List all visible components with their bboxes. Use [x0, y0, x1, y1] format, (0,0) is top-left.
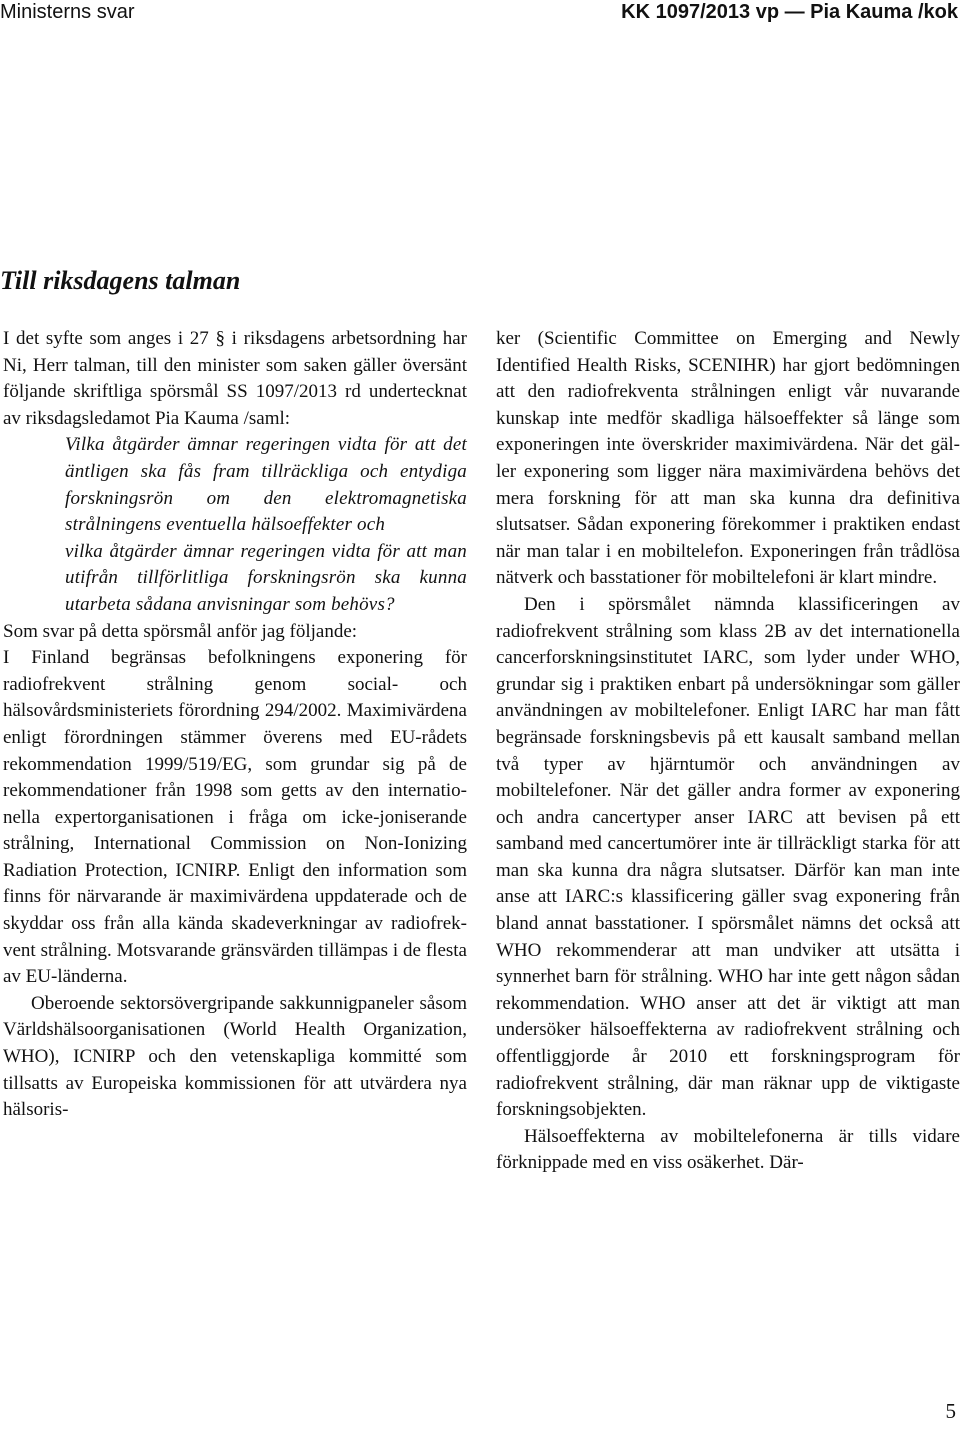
page-header [0, 0, 960, 24]
paragraph-finland: I Finland begränsas befolkningens exponering för radiofrekvent strålning genom social- och hälsovårdsministeriets förordning 294/2002. Maximivärdena enligt förordningen stämmer överens med EU-rådets rekommendation 1999/519/EG, som grundar sig på de rekommendationer från 1998 som getts av den internationella expertorganisationen i fråga om icke-joniserande strålning, International Commission on Non-Ionizing Radiation Protection, ICNIRP. Enligt den information som finns för närvarande är maximivärdena uppdaterade och de skyddar oss från alla kända skadeverkningar av radiofrekvent strålning. Motsvarande gränsvärden tillämpas i de flesta av EU-länderna. [3, 647, 467, 988]
answer-lead: Som svar på detta spörsmål anför jag följande: [3, 620, 358, 642]
paragraph-iarc: Den i spörsmålet nämnda klassificeringen av radiofrekvent strålning som klass 2B av det internationella cancerforskningsinstitutet IARC, som lyder under WHO, grundar sig i praktiken enbart på undersökningar som gäller användningen av mobiltelefoner. Enligt IARC har man fått begränsade forskningsbevis på ett kausalt samband mellan två typer av hjärntumör och användningen av mobiltelefoner. När det gäller andra former av exponering och andra cancertyper anser IARC att bevisen på ett samband med cancertumörer inte är tillräckligt starka för att man ska kunna dra några slutsatser. Därför kan man inte anse att IARC:s klassificering gäller svag exponering från bland annat basstationer. I spörsmålet nämns det också att WHO rekommenderar att man undviker att utsätta i synnerhet barn för strålning. WHO har inte gett någon sådan rekommendation. WHO anser att det är viktigt att man undersöker hälsoeffekterna av radiofrekvent strålning och offentliggjorde år 2010 ett forskningsprogram för radiofrekvent strålning, där man räknar upp de viktigaste forskningsobjekten. [496, 593, 960, 1121]
intro-paragraph: I det syfte som anges i 27 § i riksdagens arbetsordning har Ni, Herr talman, till den minister som saken gäller översänt följande skriftliga spörsmål SS 1097/2013 rd undertecknat av riksdagsledamot Pia Kauma /saml: [3, 328, 467, 429]
paragraph-health-effects: Hälsoeffekterna av mobiltelefonerna är tills vidare förknippade med en viss osäkerhet. Där- [496, 1125, 960, 1174]
question-2: vilka åtgärder ämnar regeringen vidta för att man utifrån tillförlitliga forskningsrön ska kunna utarbeta sådana anvisningar som behövs? [65, 540, 467, 615]
paragraph-expert-panels-start: Oberoende sektorsövergripande sakkunnigpaneler såsom Världshälsoorganisationen (World Health Organization, WHO), ICNIRP och den vetenskapliga kommitté som tillsatts av Europeiska kommissionen för att utvärdera nya hälsoris- [3, 992, 467, 1121]
page-title: Till riksdagens talman [0, 266, 241, 295]
page-number: 5 [945, 1399, 956, 1423]
paragraph-expert-panels-cont: ker (Scientific Committee on Emerging and Newly Identified Health Risks, SCENIHR) har gjort bedömningen att den radiofrekventa strålningen enligt vår nuvarande kunskap inte medför skadliga hälsoeffekter så länge som exponeringen inte överskrider maximivärdena. När det gäller exponering som ligger nära maximivärdena behövs det mera forskning för att man ska kunna dra definitiva slutsatser. Sådan exponering förekommer i praktiken endast när man talar i en mobiltelefon. Exponeringen från trådlösa nätverk och basstationer för mobiltelefoni är klart mindre. [496, 328, 960, 589]
left-column [3, 326, 467, 1124]
question-1: Vilka åtgärder ämnar regeringen vidta för att det äntligen ska fås fram tillräckliga och entydiga forskningsrön om den elektromagnetiska strålningens eventuella hälsoeffekter och [65, 434, 467, 536]
header-section-label: Ministerns svar [0, 1, 135, 23]
header-document-ref: KK 1097/2013 vp — Pia Kauma /kok [621, 1, 958, 23]
right-column [496, 326, 960, 1177]
